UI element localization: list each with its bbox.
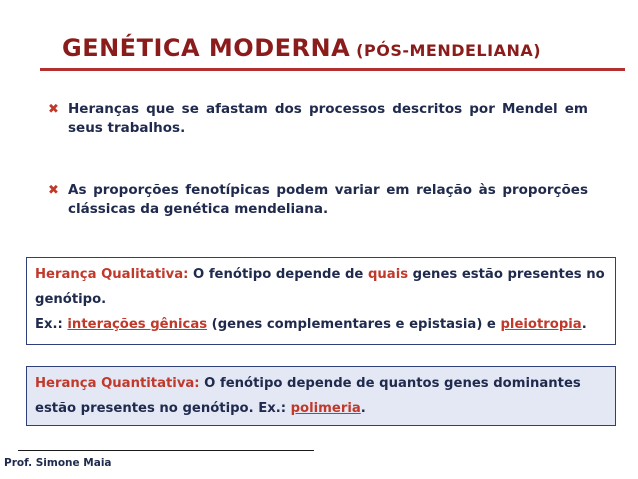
quantitative-ex-end: .	[360, 401, 366, 416]
interacoes-link[interactable]: interações gênicas	[67, 317, 208, 332]
title-main: GENÉTICA MODERNA	[62, 34, 351, 62]
pleiotropia-link[interactable]: pleiotropia	[500, 317, 582, 332]
qualitative-ex-text: (genes complementares e epistasia) e	[207, 317, 501, 332]
quantitative-ex-label: Ex.:	[258, 401, 287, 416]
bullet-text: As proporções fenotípicas podem variar em relação às proporções clássicas da genética mendeliana.	[68, 182, 588, 217]
quantitative-box	[26, 366, 616, 426]
footer-divider	[18, 450, 314, 451]
qualitative-highlight: quais	[367, 267, 409, 282]
title-sub: (PÓS-MENDELIANA)	[356, 41, 542, 60]
slide-title	[62, 34, 541, 62]
qualitative-ex-end: .	[581, 317, 587, 332]
bullet-item	[48, 100, 588, 138]
footer-author: Prof. Simone Maia	[4, 457, 112, 469]
qualitative-box	[26, 257, 616, 345]
title-divider	[40, 68, 625, 71]
bullet-text: Heranças que se afastam dos processos descritos por Mendel em seus trabalhos.	[68, 101, 588, 136]
x-mark-icon: ✖	[48, 102, 59, 117]
bullet-item	[48, 181, 588, 219]
x-mark-icon: ✖	[48, 183, 59, 198]
qualitative-text-2: genes estão presentes no genótipo.	[35, 267, 605, 307]
qualitative-label: Herança Qualitativa:	[35, 267, 189, 282]
polimeria-link[interactable]: polimeria	[290, 401, 361, 416]
qualitative-ex-label: Ex.:	[35, 317, 63, 332]
qualitative-text-1: O fenótipo depende de	[188, 267, 368, 282]
quantitative-text: O fenótipo depende de quantos genes dominantes estão presentes no genótipo.	[35, 376, 581, 416]
quantitative-label: Herança Quantitativa:	[35, 376, 200, 391]
